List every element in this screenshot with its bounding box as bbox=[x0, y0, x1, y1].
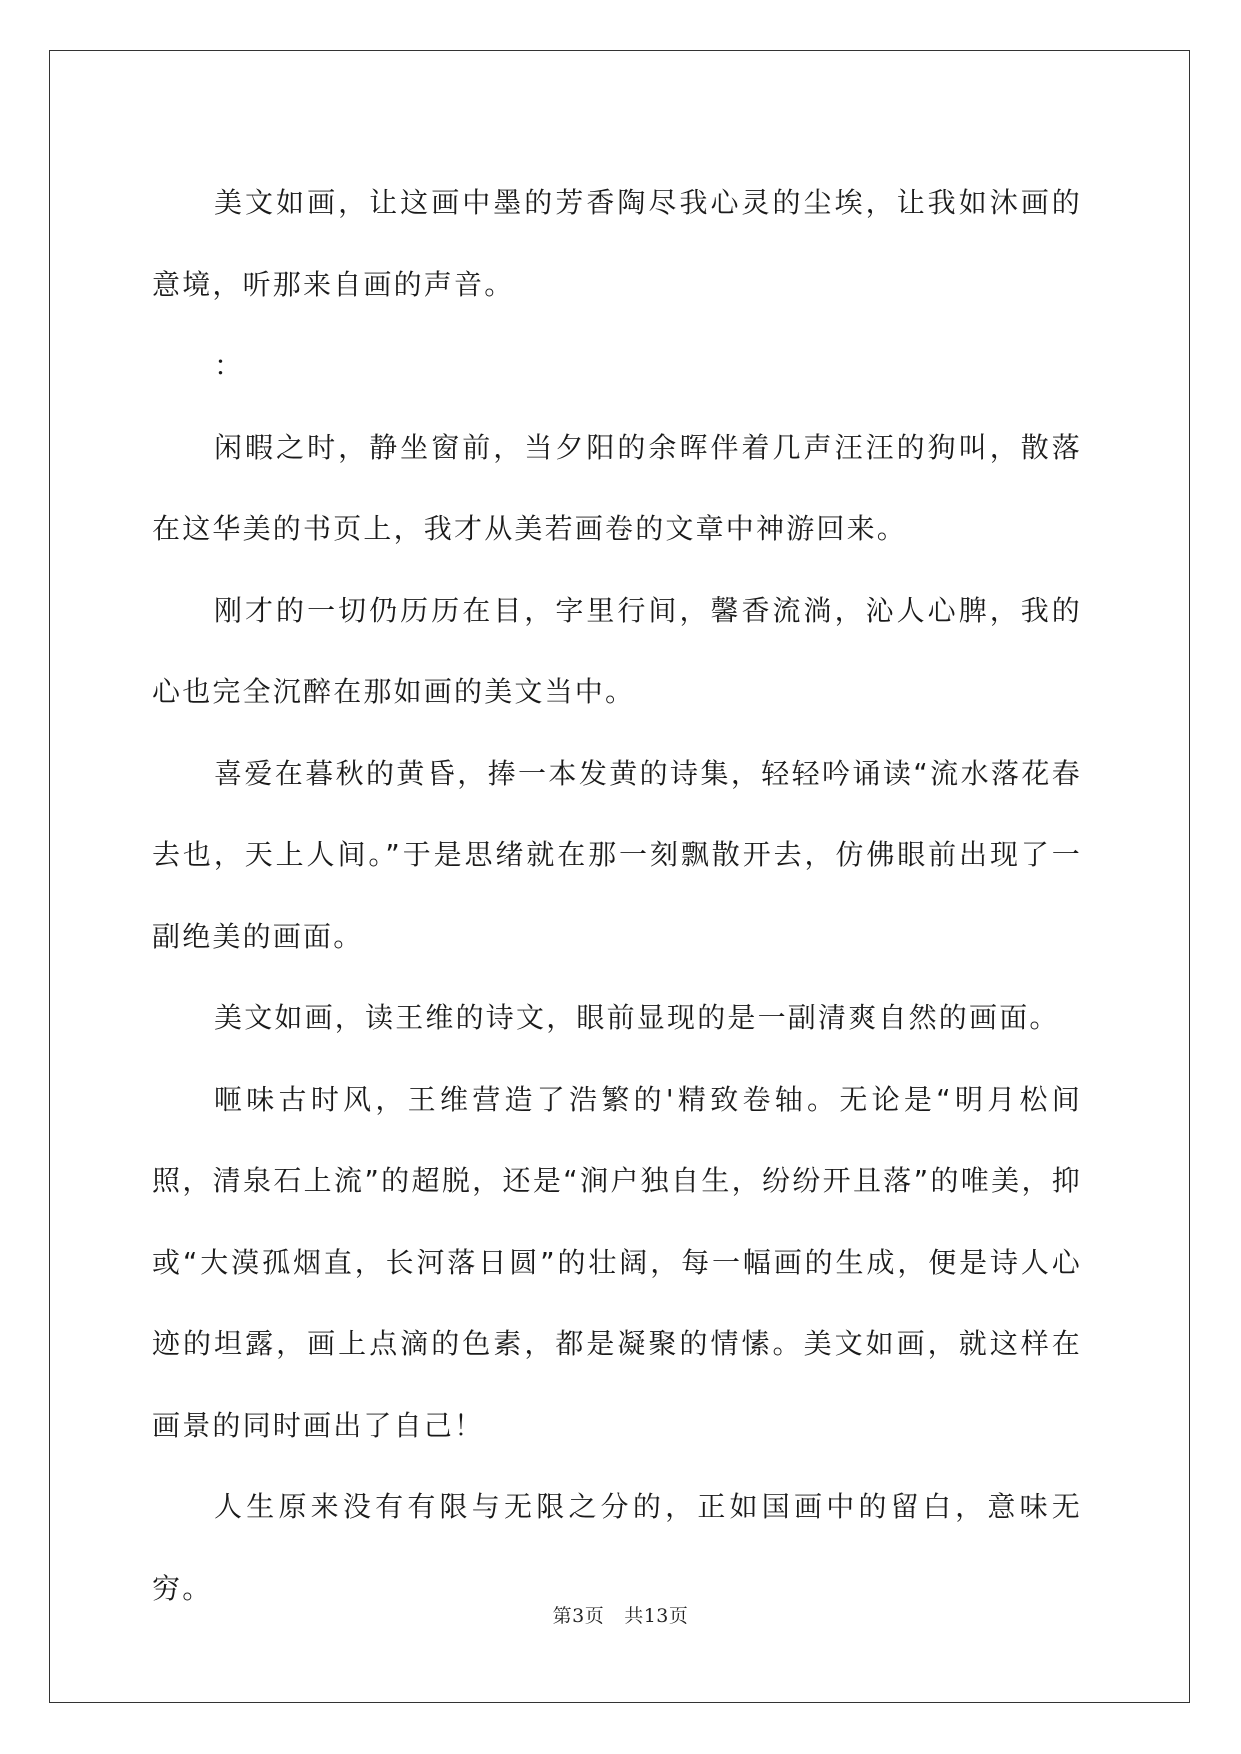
paragraph: 咂味古时风，王维营造了浩繁的'精致卷轴。无论是“明月松间照，清泉石上流”的超脱，还是“涧户独自生，纷纷开且落”的唯美，抑或“大漠孤烟直，长河落日圆”的壮阔，每一幅画的生成，便是诗人心迹的坦露，画上点滴的色素，都是凝聚的情愫。美文如画，就这样在画景的同时画出了自己！ bbox=[152, 1082, 1082, 1442]
page-number: 第3页 bbox=[552, 1605, 605, 1627]
paragraph: 刚才的一切仍历历在目，字里行间，馨香流淌，沁人心脾，我的心也完全沉醉在那如画的美文当中。 bbox=[152, 593, 1082, 708]
document-body bbox=[152, 162, 1082, 1629]
page-footer bbox=[0, 1601, 1241, 1628]
paragraph: 喜爱在暮秋的黄昏，捧一本发黄的诗集，轻轻吟诵读“流水落花春去也，天上人间。”于是思绪就在那一刻飘散开去，仿佛眼前出现了一副绝美的画面。 bbox=[152, 756, 1082, 953]
paragraph: 人生原来没有有限与无限之分的，正如国画中的留白，意味无穷。 bbox=[152, 1490, 1082, 1605]
paragraph: 美文如画，让这画中墨的芳香陶尽我心灵的尘埃，让我如沐画的意境，听那来自画的声音。 bbox=[152, 186, 1082, 301]
paragraph: 闲暇之时，静坐窗前，当夕阳的余晖伴着几声汪汪的狗叫，散落在这华美的书页上，我才从美若画卷的文章中神游回来。 bbox=[152, 430, 1082, 545]
page-total: 共13页 bbox=[624, 1605, 689, 1627]
paragraph: ： bbox=[214, 349, 245, 382]
paragraph: 美文如画，读王维的诗文，眼前显现的是一副清爽自然的画面。 bbox=[214, 1001, 1060, 1034]
